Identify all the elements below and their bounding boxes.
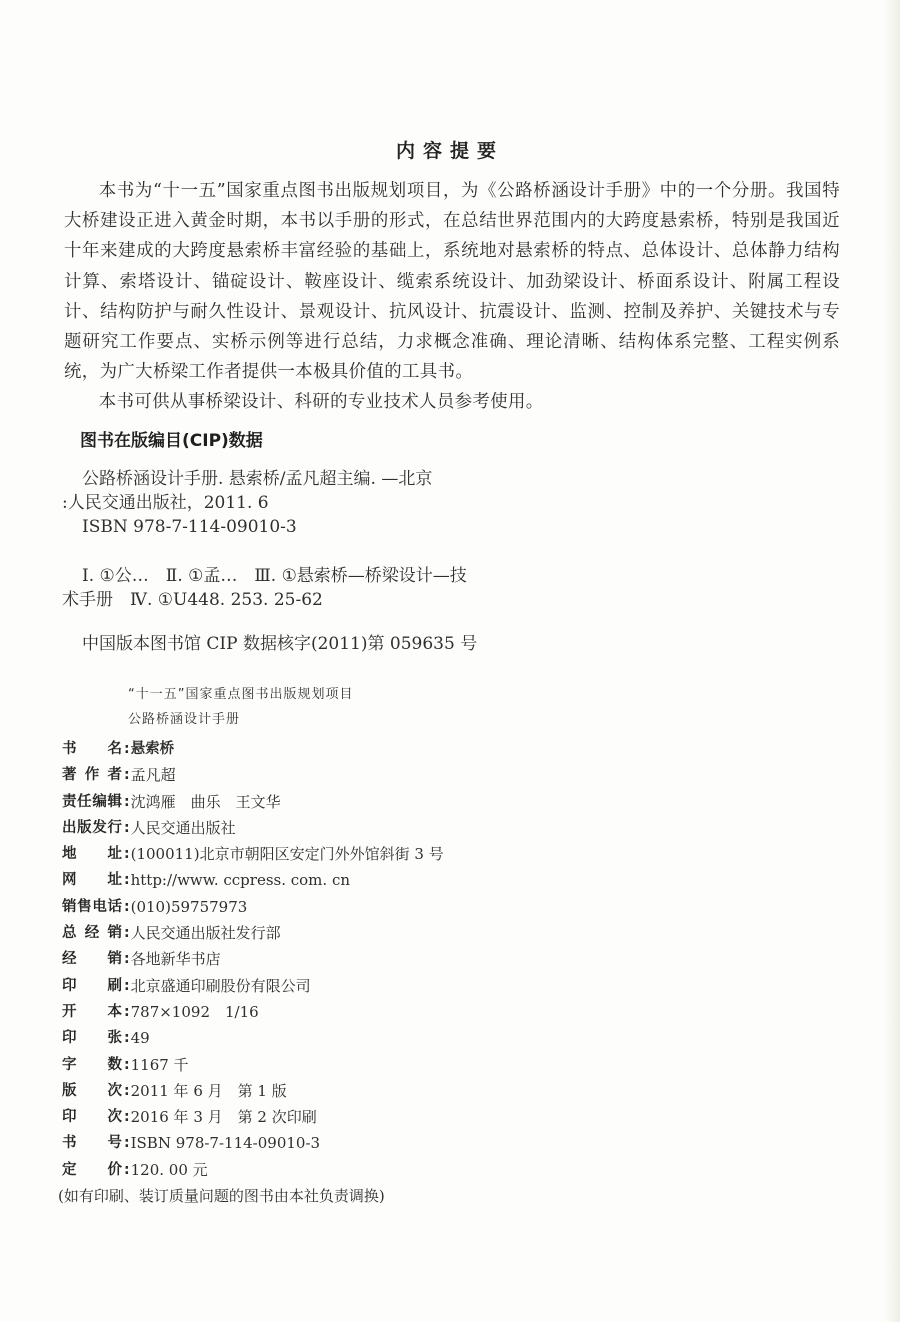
cip-subjects bbox=[62, 564, 532, 612]
imprint-separator: : bbox=[124, 898, 130, 915]
imprint-value: 沈鸿雁 曲乐 王文华 bbox=[130, 792, 281, 811]
imprint-separator: : bbox=[124, 846, 130, 863]
imprint-value: ISBN 978-7-114-09010-3 bbox=[130, 1134, 321, 1153]
imprint-value: 人民交通出版社 bbox=[130, 818, 236, 837]
imprint-separator: : bbox=[124, 819, 130, 836]
imprint-row bbox=[62, 1025, 444, 1051]
imprint-row bbox=[62, 1104, 444, 1130]
series-info bbox=[128, 682, 353, 732]
cip-subjects-line: 术手册 Ⅳ. ①U448. 253. 25-62 bbox=[62, 590, 323, 610]
imprint-label: 网址 bbox=[62, 872, 122, 889]
imprint-value: 悬索桥 bbox=[130, 741, 175, 757]
imprint-row bbox=[62, 815, 444, 841]
imprint-value: (010)59757973 bbox=[130, 897, 248, 916]
imprint-row bbox=[62, 1130, 444, 1156]
imprint-label: 版次 bbox=[62, 1082, 122, 1099]
imprint-label: 印张 bbox=[62, 1030, 122, 1047]
imprint-row bbox=[62, 999, 444, 1025]
imprint-separator: : bbox=[124, 977, 130, 994]
imprint-separator: : bbox=[124, 925, 130, 942]
summary-paragraph: 本书可供从事桥梁设计、科研的专业技术人员参考使用。 bbox=[98, 392, 544, 413]
imprint-label: 书名 bbox=[62, 741, 122, 757]
imprint-row bbox=[62, 867, 444, 893]
summary-title: 内容提要 bbox=[395, 140, 504, 162]
imprint-label: 开本 bbox=[62, 1003, 122, 1020]
cip-entry-line: :人民交通出版社，2011. 6 bbox=[62, 493, 269, 513]
imprint-label: 印次 bbox=[62, 1109, 122, 1126]
imprint-label: 著作者 bbox=[62, 767, 122, 784]
imprint-value: (100011)北京市朝阳区安定门外外馆斜街 3 号 bbox=[130, 845, 444, 864]
cip-number-text: 中国版本图书馆 CIP 数据核字(2011)第 059635 号 bbox=[82, 634, 478, 654]
imprint-row bbox=[62, 1157, 444, 1183]
imprint-block bbox=[58, 736, 444, 1209]
imprint-value: 2016 年 3 月 第 2 次印刷 bbox=[130, 1108, 317, 1127]
imprint-row bbox=[62, 841, 444, 867]
cip-entry-line: 公路桥涵设计手册. 悬索桥/孟凡超主编. —北京 bbox=[82, 469, 433, 489]
imprint-separator: : bbox=[124, 1082, 130, 1099]
imprint-separator: : bbox=[124, 741, 130, 757]
cip-number bbox=[62, 632, 532, 656]
imprint-label: 印刷 bbox=[62, 977, 122, 994]
imprint-label: 地址 bbox=[62, 846, 122, 863]
imprint-separator: : bbox=[124, 1161, 130, 1178]
imprint-separator: : bbox=[124, 951, 130, 968]
imprint-label: 字数 bbox=[62, 1056, 122, 1073]
cip-subjects-line: Ⅰ. ①公… Ⅱ. ①孟… Ⅲ. ①悬索桥—桥梁设计—技 bbox=[82, 566, 467, 586]
imprint-label: 定价 bbox=[62, 1161, 122, 1178]
imprint-value: 120. 00 元 bbox=[130, 1160, 208, 1179]
imprint-value: 49 bbox=[130, 1029, 150, 1048]
imprint-separator: : bbox=[124, 1109, 130, 1126]
imprint-value: 1167 千 bbox=[130, 1055, 189, 1074]
imprint-separator: : bbox=[124, 1003, 130, 1020]
imprint-value: 北京盛通印刷股份有限公司 bbox=[130, 976, 311, 995]
quality-note: (如有印刷、装订质量问题的图书由本社负责调换) bbox=[58, 1187, 385, 1206]
imprint-row bbox=[62, 1052, 444, 1078]
imprint-label: 出版发行 bbox=[62, 819, 122, 836]
cip-heading: 图书在版编目(CIP)数据 bbox=[80, 431, 263, 451]
imprint-separator: : bbox=[124, 767, 130, 784]
imprint-row bbox=[62, 973, 444, 999]
imprint-row bbox=[62, 762, 444, 788]
imprint-separator: : bbox=[124, 1135, 130, 1152]
imprint-row bbox=[62, 1078, 444, 1104]
imprint-separator: : bbox=[124, 1056, 130, 1073]
imprint-row bbox=[62, 894, 444, 920]
cip-isbn: ISBN 978-7-114-09010-3 bbox=[82, 517, 297, 537]
imprint-label: 总经销 bbox=[62, 925, 122, 942]
imprint-label: 责任编辑 bbox=[62, 793, 122, 810]
imprint-value: 孟凡超 bbox=[130, 766, 176, 785]
imprint-row bbox=[62, 920, 444, 946]
cip-entry bbox=[62, 467, 532, 539]
imprint-row bbox=[62, 736, 444, 762]
imprint-value: 2011 年 6 月 第 1 版 bbox=[130, 1081, 287, 1100]
imprint-separator: : bbox=[124, 1030, 130, 1047]
imprint-label: 经销 bbox=[62, 951, 122, 968]
imprint-value: 787×1092 1/16 bbox=[130, 1002, 259, 1021]
imprint-value: 人民交通出版社发行部 bbox=[130, 924, 281, 943]
summary-body bbox=[64, 176, 840, 418]
imprint-separator: : bbox=[124, 793, 130, 810]
imprint-label: 销售电话 bbox=[62, 898, 122, 915]
imprint-row bbox=[62, 789, 444, 815]
summary-paragraph: 本书为“十一五”国家重点图书出版规划项目，为《公路桥涵设计手册》中的一个分册。我国特大桥建设正进入黄金时期，本书以手册的形式，在总结世界范围内的大跨度悬索桥，特别是我国近十年来建成的大跨度悬索桥丰富经验的基础上，系统地对悬索桥的特点、总体设计、总体静力结构计算、索塔设计、锚碇设计、鞍座设计、缆索系统设计、加劲梁设计、桥面系设计、附属工程设计、结构防护与耐久性设计、景观设计、抗风设计、抗震设计、监测、控制及养护、关键技术与专题研究工作要点、实桥示例等进行总结，力求概念准确、理论清晰、结构体系完整、工程实例系统，为广大桥梁工作者提供一本极具价值的工具书。 bbox=[64, 181, 840, 383]
imprint-separator: : bbox=[124, 872, 130, 889]
page-edge-shadow bbox=[886, 0, 900, 1322]
series-handbook: 公路桥涵设计手册 bbox=[128, 712, 241, 727]
website-link[interactable]: http://www. ccpress. com. cn bbox=[130, 871, 350, 890]
series-project: “十一五”国家重点图书出版规划项目 bbox=[128, 687, 354, 702]
imprint-row bbox=[62, 946, 444, 972]
imprint-value: 各地新华书店 bbox=[130, 950, 221, 969]
imprint-label: 书号 bbox=[62, 1135, 122, 1152]
